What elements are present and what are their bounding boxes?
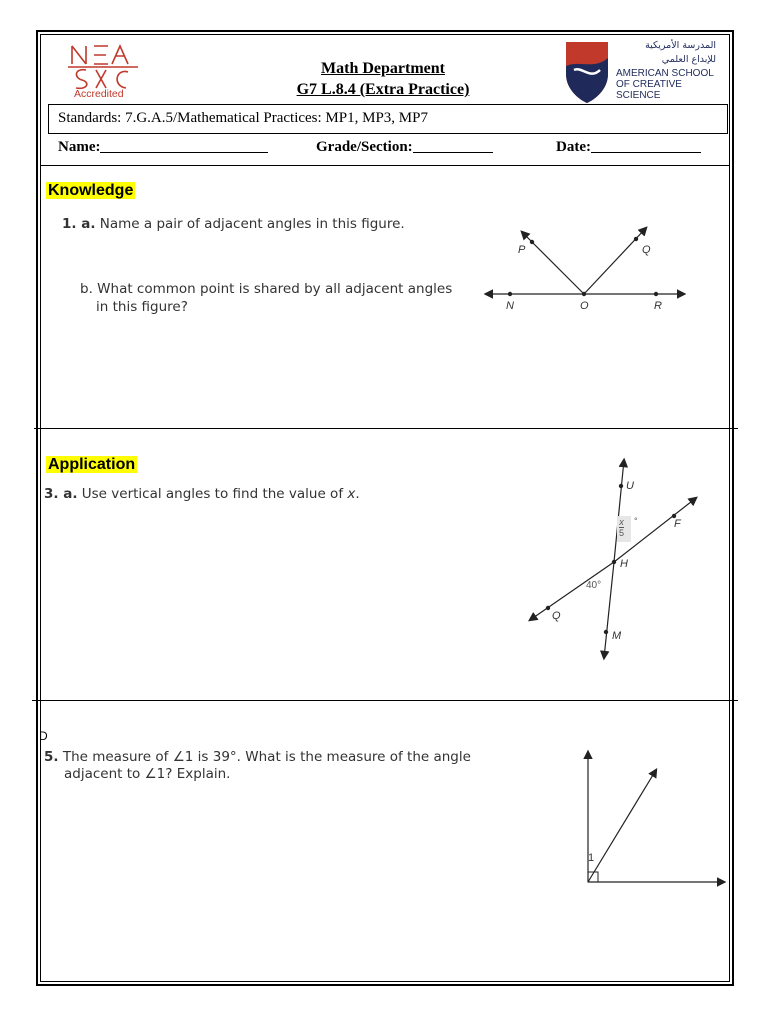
point-m: [604, 630, 608, 634]
date-blank[interactable]: [591, 152, 701, 153]
page-subtitle: G7 L.8.4 (Extra Practice): [296, 81, 470, 98]
question-1a-text: Name a pair of adjacent angles in this figure.: [99, 216, 405, 232]
name-label: Name:: [58, 139, 101, 155]
application-heading: [46, 454, 137, 474]
grade-label: Grade/Section:: [316, 139, 413, 155]
label-h: H: [620, 558, 628, 570]
knowledge-heading-text: Knowledge: [48, 182, 134, 199]
neasc-logo-caption: Accredited: [74, 88, 124, 100]
neasc-logo-graphic: [66, 42, 140, 90]
section-marker: D: [39, 729, 48, 743]
school-logo: [564, 40, 724, 104]
question-3a-variable: x: [347, 486, 356, 502]
question-3a-text: Use vertical angles to find the value of: [81, 486, 344, 502]
question-3a-number: 3. a.: [44, 486, 78, 502]
point-q: [634, 237, 638, 241]
school-name-english-1: AMERICAN SCHOOL: [616, 68, 714, 79]
angle-1-label: 1: [588, 852, 595, 864]
question-3a: [44, 486, 360, 502]
question-1b-number: b.: [80, 281, 93, 297]
question-5-number: 5.: [44, 749, 59, 765]
label-m: M: [612, 630, 622, 642]
adjacent-angles-diagram: [484, 206, 694, 320]
point-q2: [546, 606, 550, 610]
question-5-line1: The measure of ∠1 is 39°. What is the measure of the angle: [62, 749, 471, 765]
diagonal-ray: [588, 770, 656, 882]
label-o: O: [580, 300, 589, 312]
neasc-logo: [66, 42, 140, 102]
school-name-arabic-1: المدرسة الأمريكية: [645, 40, 716, 51]
right-angle-diagram: [578, 748, 728, 888]
question-1b: [80, 280, 452, 316]
label-u: U: [626, 480, 634, 492]
line-mu: [604, 562, 614, 658]
school-shield-icon: [564, 40, 610, 104]
point-n: [508, 292, 512, 296]
section-divider-1: [34, 428, 738, 429]
point-r: [654, 292, 658, 296]
question-5: [44, 749, 471, 783]
question-1b-line2: in this figure?: [96, 299, 188, 315]
grade-field[interactable]: [316, 139, 493, 156]
grade-blank[interactable]: [413, 152, 493, 153]
angle-label-numerator: x: [619, 517, 624, 527]
school-name-english-2: OF CREATIVE SCIENCE: [616, 79, 682, 101]
section-divider-2: [32, 700, 738, 701]
application-heading-text: Application: [48, 456, 136, 473]
line-fq: [530, 562, 614, 620]
label-n: N: [506, 300, 514, 312]
line-um: [614, 460, 624, 562]
adjacent-angle-figure: [578, 748, 728, 888]
question-5-line2: adjacent to ∠1? Explain.: [64, 766, 231, 782]
angle-label-degree: °: [634, 516, 638, 526]
question-1b-line1: What common point is shared by all adjacent angles: [97, 281, 453, 297]
angle-label-denominator: 5: [619, 528, 625, 538]
date-field[interactable]: [556, 139, 701, 156]
angle-label-40: 40°: [586, 580, 602, 591]
vertical-angles-figure: [524, 456, 704, 662]
knowledge-heading: [46, 180, 135, 200]
page-title: Math Department: [321, 60, 445, 77]
angle-label-fraction: [619, 517, 624, 538]
label-q: Q: [642, 244, 651, 256]
name-field[interactable]: [58, 139, 268, 156]
label-q-application: Q: [552, 610, 561, 622]
adjacent-angles-figure: [484, 206, 694, 320]
label-p: P: [518, 244, 526, 256]
point-u: [619, 484, 623, 488]
label-f: F: [674, 518, 681, 530]
school-name-arabic-2: للإبداع العلمي: [661, 54, 716, 65]
standards-text: Standards: 7.G.A.5/Mathematical Practices: MP1, MP3, MP7: [58, 110, 428, 126]
point-h: [612, 560, 616, 564]
question-1a: [62, 216, 405, 232]
question-1a-number: 1. a.: [62, 216, 96, 232]
point-o: [582, 292, 586, 296]
label-r: R: [654, 300, 662, 312]
name-blank[interactable]: [100, 152, 268, 153]
date-label: Date:: [556, 139, 591, 155]
point-p: [530, 240, 534, 244]
question-3a-period: .: [355, 486, 360, 502]
